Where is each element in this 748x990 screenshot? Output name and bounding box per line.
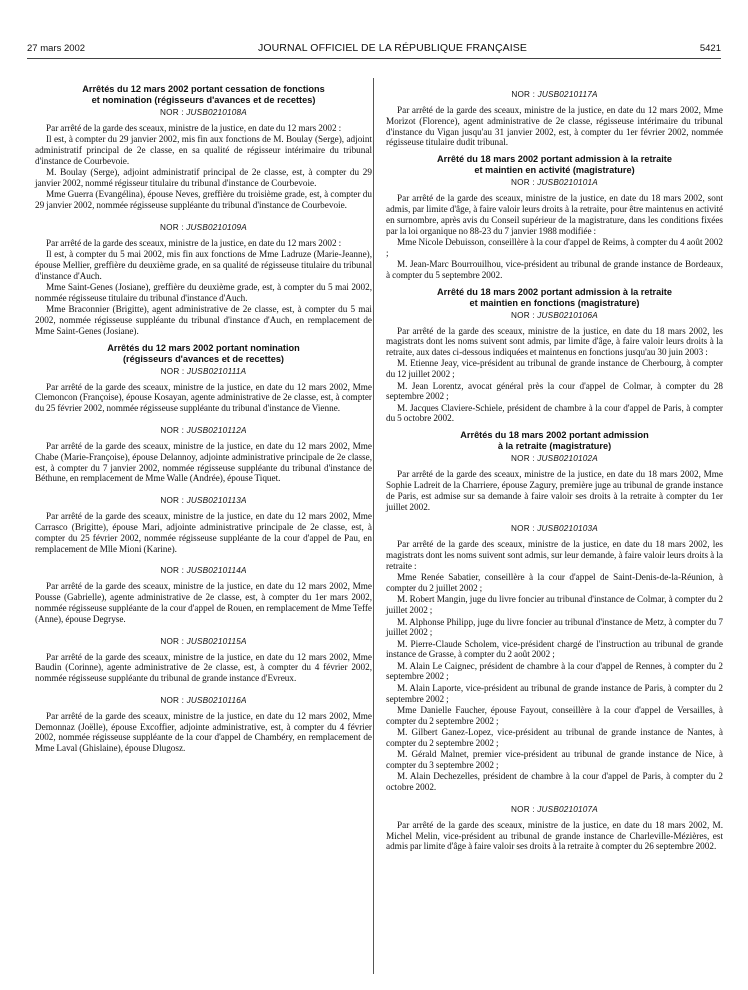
- decree-paragraph: Par arrêté de la garde des sceaux, ministre de la justice, en date du 18 mars 2002, les magistrats dont les noms suivent sont admis, sur leur demande, à faire valoir leurs droits à la retraite :: [386, 539, 723, 572]
- running-header: [27, 42, 721, 56]
- nor-code: JUSB0210113A: [186, 496, 247, 506]
- decree-paragraph: M. Jacques Claviere-Schiele, président de chambre à la cour d'appel de Paris, à compter du 5 octobre 2002.: [386, 402, 723, 424]
- nor-reference: [386, 311, 723, 320]
- nor-code: JUSB0210108A: [186, 108, 247, 117]
- decree-paragraph: Par arrêté de la garde des sceaux, ministre de la justice, en date du 12 mars 2002, Mme Baudin (Corinne), agente administrative de 2e classe, est, à compter du 4 février 2002, nommée régisseuse suppléante du tribunal de grande instance d'Evreux.: [35, 651, 372, 684]
- nor-label: NOR :: [160, 695, 187, 705]
- decree-paragraph: Par arrêté de la garde des sceaux, ministre de la justice, en date du 12 mars 2002 :: [46, 237, 342, 248]
- section-title: [35, 84, 372, 106]
- decree-section: [35, 496, 372, 554]
- section-title: [386, 154, 723, 176]
- column-rule: [373, 78, 374, 974]
- nor-code: JUSB0210112A: [186, 425, 247, 435]
- section-title-line: Arrêté du 18 mars 2002 portant admission à la retraite: [437, 286, 672, 297]
- nor-code: JUSB0210102A: [537, 454, 598, 464]
- decree-section: [35, 343, 372, 414]
- decree-paragraph: Par arrêté de la garde des sceaux, ministre de la justice, en date du 12 mars 2002 :: [46, 123, 342, 133]
- nor-label: NOR :: [160, 366, 187, 376]
- nor-reference: [386, 90, 723, 99]
- decree-paragraph: Par arrêté de la garde des sceaux, ministre de la justice, en date du 18 mars 2002, les magistrats dont les noms suivent sont admis, par limite d'âge, à faire valoir leurs droits à la retraite, aux dates ci-dessous indiquées et maintenus en fonctions jusqu'au 30 juin 2003 :: [386, 325, 723, 358]
- nor-label: NOR :: [160, 636, 187, 646]
- section-title: [386, 287, 723, 309]
- decree-paragraph: Mme Renée Sabatier, conseillère à la cour d'appel de Saint-Denis-de-la-Réunion, à compter du 2 juillet 2002 ;: [386, 572, 723, 594]
- nor-reference: [35, 637, 372, 646]
- nor-code: JUSB0210117A: [537, 90, 598, 99]
- decree-section: [35, 566, 372, 624]
- decree-paragraph: Par arrêté de la garde des sceaux, ministre de la justice, en date du 12 mars 2002, Mme Pousse (Gabrielle), agente administrative de 2e classe, est, à compter du 1er mars 2002, nommée régisseuse suppléante de la cour d'appel de Rouen, en remplacement de Mme Teffe (Anne), épouse Degryse.: [35, 581, 372, 624]
- decree-paragraph: M. Alphonse Philipp, juge du livre foncier au tribunal d'instance de Metz, à compter du 7 juillet 2002 ;: [386, 616, 723, 638]
- section-title-line: et nomination (régisseurs d'avances et de recettes): [91, 95, 316, 105]
- nor-reference: [35, 108, 372, 117]
- decree-paragraph: Par arrêté de la garde des sceaux, ministre de la justice, en date du 18 mars 2002, Mme Sophie Ladreit de la Charriere, épouse Zagury, première juge au tribunal de grande instance de Paris, est admise sur sa demande à faire valoir ses droits à la retraite à compter du 1er juillet 2002.: [386, 469, 723, 512]
- decree-paragraph: Mme Danielle Faucher, épouse Fayout, conseillère à la cour d'appel de Versailles, à compter du 2 septembre 2002 ;: [386, 704, 723, 726]
- section-title-line: Arrêtés du 18 mars 2002 portant admission: [460, 430, 649, 441]
- decree-section: [386, 154, 723, 280]
- section-title-line: (régisseurs d'avances et de recettes): [122, 353, 284, 364]
- nor-code: JUSB0210101A: [537, 178, 598, 188]
- decree-paragraph: Par arrêté de la garde des sceaux, ministre de la justice, en date du 12 mars 2002, Mme Clemoncon (Françoise), épouse Kosayan, agente administrative de 2e classe, est, à compter du 25 février 2002, nommée régisseuse suppléante du tribunal d'instance de Vienne.: [35, 381, 372, 414]
- decree-section: [35, 223, 372, 337]
- decree-section: [35, 84, 372, 211]
- decree-section: [386, 287, 723, 425]
- decree-paragraph: Par arrêté de la garde des sceaux, ministre de la justice, en date du 18 mars 2002, sont admis, par limite d'âge, à faire valoir leurs droits à la retraite, pour être maintenus en activité en surnombre, après avis du Conseil supérieur de la magistrature, dans les conditions fixées par la loi organique no 88-23 du 7 janvier 1988 modifiée :: [386, 193, 723, 236]
- journal-title: JOURNAL OFFICIEL DE LA RÉPUBLIQUE FRANÇAISE: [257, 42, 527, 54]
- nor-code: JUSB0210111A: [186, 366, 247, 376]
- nor-reference: [386, 805, 723, 814]
- decree-paragraph: M. Jean Lorentz, avocat général près la cour d'appel de Colmar, à compter du 28 septembre 2002 ;: [386, 380, 723, 402]
- header-rule: [27, 58, 721, 59]
- section-title-line: Arrêté du 18 mars 2002 portant admission à la retraite: [437, 154, 672, 165]
- decree-paragraph: Par arrêté de la garde des sceaux, ministre de la justice, en date du 12 mars 2002, Mme Morizot (Florence), agent administrative de 2e classe, régisseuse intérimaire du tribunal d'instance du Vigan jusqu'au 31 janvier 2002, est, à compter du 1er février 2002, nommée régisseuse titulaire dudit tribunal.: [386, 105, 723, 148]
- decree-section: [386, 430, 723, 512]
- nor-code: JUSB0210114A: [186, 566, 247, 576]
- nor-label: NOR :: [160, 566, 187, 576]
- nor-code: JUSB0210116A: [186, 695, 247, 705]
- nor-reference: [35, 223, 372, 232]
- section-title: [35, 343, 372, 365]
- decree-paragraph: Par arrêté de la garde des sceaux, ministre de la justice, en date du 12 mars 2002, Mme Chabe (Marie-Françoise), épouse Delannoy, adjointe administrative principale de 2e classe, est, à compter du 7 janvier 2002, nommée régisseuse suppléante du tribunal d'instance de Béthune, en remplacement de Mme Walle (Andrée), épouse Tiquet.: [35, 440, 372, 484]
- nor-code: JUSB0210109A: [186, 222, 247, 232]
- decree-section: [35, 637, 372, 684]
- decree-paragraph: Par arrêté de la garde des sceaux, ministre de la justice, en date du 12 mars 2002, Mme Demonnaz (Joëlle), épouse Excoffier, adjointe administrative, est, à compter du 4 février 2002, nommée régisseuse suppléante de la cour d'appel de Chambéry, en remplacement de Mme Laval (Ghislaine), épouse Dlugosz.: [35, 710, 372, 754]
- decree-paragraph: M. Alain Le Caignec, président de chambre à la cour d'appel de Rennes, à compter du 2 septembre 2002 ;: [386, 660, 723, 682]
- nor-label: NOR :: [511, 310, 538, 320]
- nor-code: JUSB0210106A: [537, 310, 598, 320]
- decree-paragraph: M. Robert Mangin, juge du livre foncier au tribunal d'instance de Colmar, à compter du 2 juillet 2002 ;: [386, 594, 723, 616]
- right-column: [386, 78, 723, 854]
- nor-label: NOR :: [511, 454, 538, 464]
- decree-paragraph: M. Boulay (Serge), adjoint administratif principal de 2e classe, est, à compter du 29 janvier 2002, nommé régisseur titulaire du tribunal d'instance de Courbevoie.: [35, 167, 372, 188]
- nor-reference: [386, 454, 723, 463]
- nor-label: NOR :: [511, 178, 538, 188]
- nor-label: NOR :: [160, 425, 187, 435]
- nor-label: NOR :: [511, 524, 538, 534]
- decree-paragraph: M. Gilbert Ganez-Lopez, vice-président au tribunal de grande instance de Nantes, à compter du 2 septembre 2002 ;: [386, 726, 723, 748]
- nor-label: NOR :: [511, 90, 538, 99]
- section-title-line: et maintien en fonctions (magistrature): [469, 297, 640, 308]
- left-column: [35, 78, 372, 756]
- decree-paragraph: M. Etienne Jeay, vice-président au tribunal de grande instance de Cherbourg, à compter du 12 juillet 2002 ;: [386, 358, 723, 380]
- section-title: [386, 430, 723, 452]
- nor-reference: [35, 367, 372, 376]
- nor-code: JUSB0210103A: [537, 524, 598, 534]
- nor-code: JUSB0210107A: [537, 804, 598, 814]
- nor-label: NOR :: [160, 496, 187, 506]
- nor-reference: [35, 426, 372, 435]
- decree-paragraph: M. Gérald Malnet, premier vice-président au tribunal de grande instance de Nice, à compter du 3 septembre 2002 ;: [386, 749, 723, 770]
- nor-reference: [35, 566, 372, 575]
- decree-paragraph: Par arrêté de la garde des sceaux, ministre de la justice, en date du 12 mars 2002, Mme Carrasco (Brigitte), épouse Mari, adjointe administrative principale de 2e classe, est, à compter du 25 février 2002, nommée régisseuse suppléante de la cour d'appel de Pau, en remplacement de Mlle Mioni (Karine).: [35, 511, 372, 554]
- section-title-line: Arrêtés du 12 mars 2002 portant nomination: [107, 342, 300, 353]
- page-number: 5421: [699, 43, 721, 54]
- decree-paragraph: Par arrêté de la garde des sceaux, ministre de la justice, en date du 18 mars 2002, M. Michel Melin, vice-président au tribunal de grande instance de Charleville-Mézières, est admis par limite d'âge à faire valoir ses droits à la retraite à compter du 26 septembre 2002.: [386, 819, 723, 852]
- nor-label: NOR :: [511, 804, 538, 814]
- decree-paragraph: Mme Braconnier (Brigitte), agent administrative de 2e classe, est, à compter du 5 mai 2002, nommée régisseuse suppléante du tribunal d'instance d'Auch, en remplacement de Mme Saint-Genes (Josiane).: [35, 304, 372, 336]
- decree-paragraph: M. Alain Dechezelles, président de chambre à la cour d'appel de Paris, à compter du 2 octobre 2002.: [386, 771, 723, 792]
- decree-section: [386, 524, 723, 792]
- section-title-line: et maintien en activité (magistrature): [474, 165, 635, 176]
- nor-reference: [386, 178, 723, 187]
- decree-paragraph: Il est, à compter du 5 mai 2002, mis fin aux fonctions de Mme Ladruze (Marie-Jeanne), épouse Mellier, greffière du deuxième grade, en sa qualité de régisseuse titulaire du tribunal d'instance d'Auch.: [35, 249, 372, 281]
- decree-section: [386, 805, 723, 852]
- nor-reference: [35, 696, 372, 705]
- decree-paragraph: Mme Nicole Debuisson, conseillère à la cour d'appel de Reims, à compter du 4 août 2002 ;: [386, 236, 723, 258]
- decree-paragraph: M. Alain Laporte, vice-président au tribunal de grande instance de Paris, à compter du 2 septembre 2002 ;: [386, 682, 723, 704]
- decree-paragraph: M. Jean-Marc Bourrouilhou, vice-président au tribunal de grande instance de Bordeaux, à compter du 5 septembre 2002.: [386, 258, 723, 280]
- section-title-line: à la retraite (magistrature): [497, 441, 612, 452]
- nor-reference: [35, 496, 372, 505]
- decree-section: [35, 426, 372, 484]
- nor-label: NOR :: [160, 108, 187, 117]
- decree-paragraph: Mme Guerra (Evangélina), épouse Neves, greffière du troisième grade, est, à compter du 29 janvier 2002, nommée régisseuse suppléante du tribunal d'instance de Courbevoie.: [35, 189, 372, 211]
- decree-paragraph: Il est, à compter du 29 janvier 2002, mis fin aux fonctions de M. Boulay (Serge), adjoint administratif principal de 2e classe, en sa qualité de régisseur intérimaire du tribunal d'instance de Courbevoie.: [35, 134, 372, 166]
- decree-section: [386, 90, 723, 148]
- section-title-line: Arrêtés du 12 mars 2002 portant cessation de fonctions: [82, 84, 325, 94]
- nor-label: NOR :: [160, 222, 187, 232]
- header-date: 27 mars 2002: [27, 43, 86, 54]
- nor-reference: [386, 524, 723, 533]
- decree-paragraph: M. Pierre-Claude Scholem, vice-président chargé de l'instruction au tribunal de grande instance de Grasse, à compter du 2 août 2002 ;: [386, 638, 723, 660]
- decree-paragraph: Mme Saint-Genes (Josiane), greffière du deuxième grade, est, à compter du 5 mai 2002, nommée régisseuse titulaire du tribunal d'instance d'Auch.: [35, 282, 372, 303]
- nor-code: JUSB0210115A: [186, 636, 247, 646]
- decree-section: [35, 696, 372, 754]
